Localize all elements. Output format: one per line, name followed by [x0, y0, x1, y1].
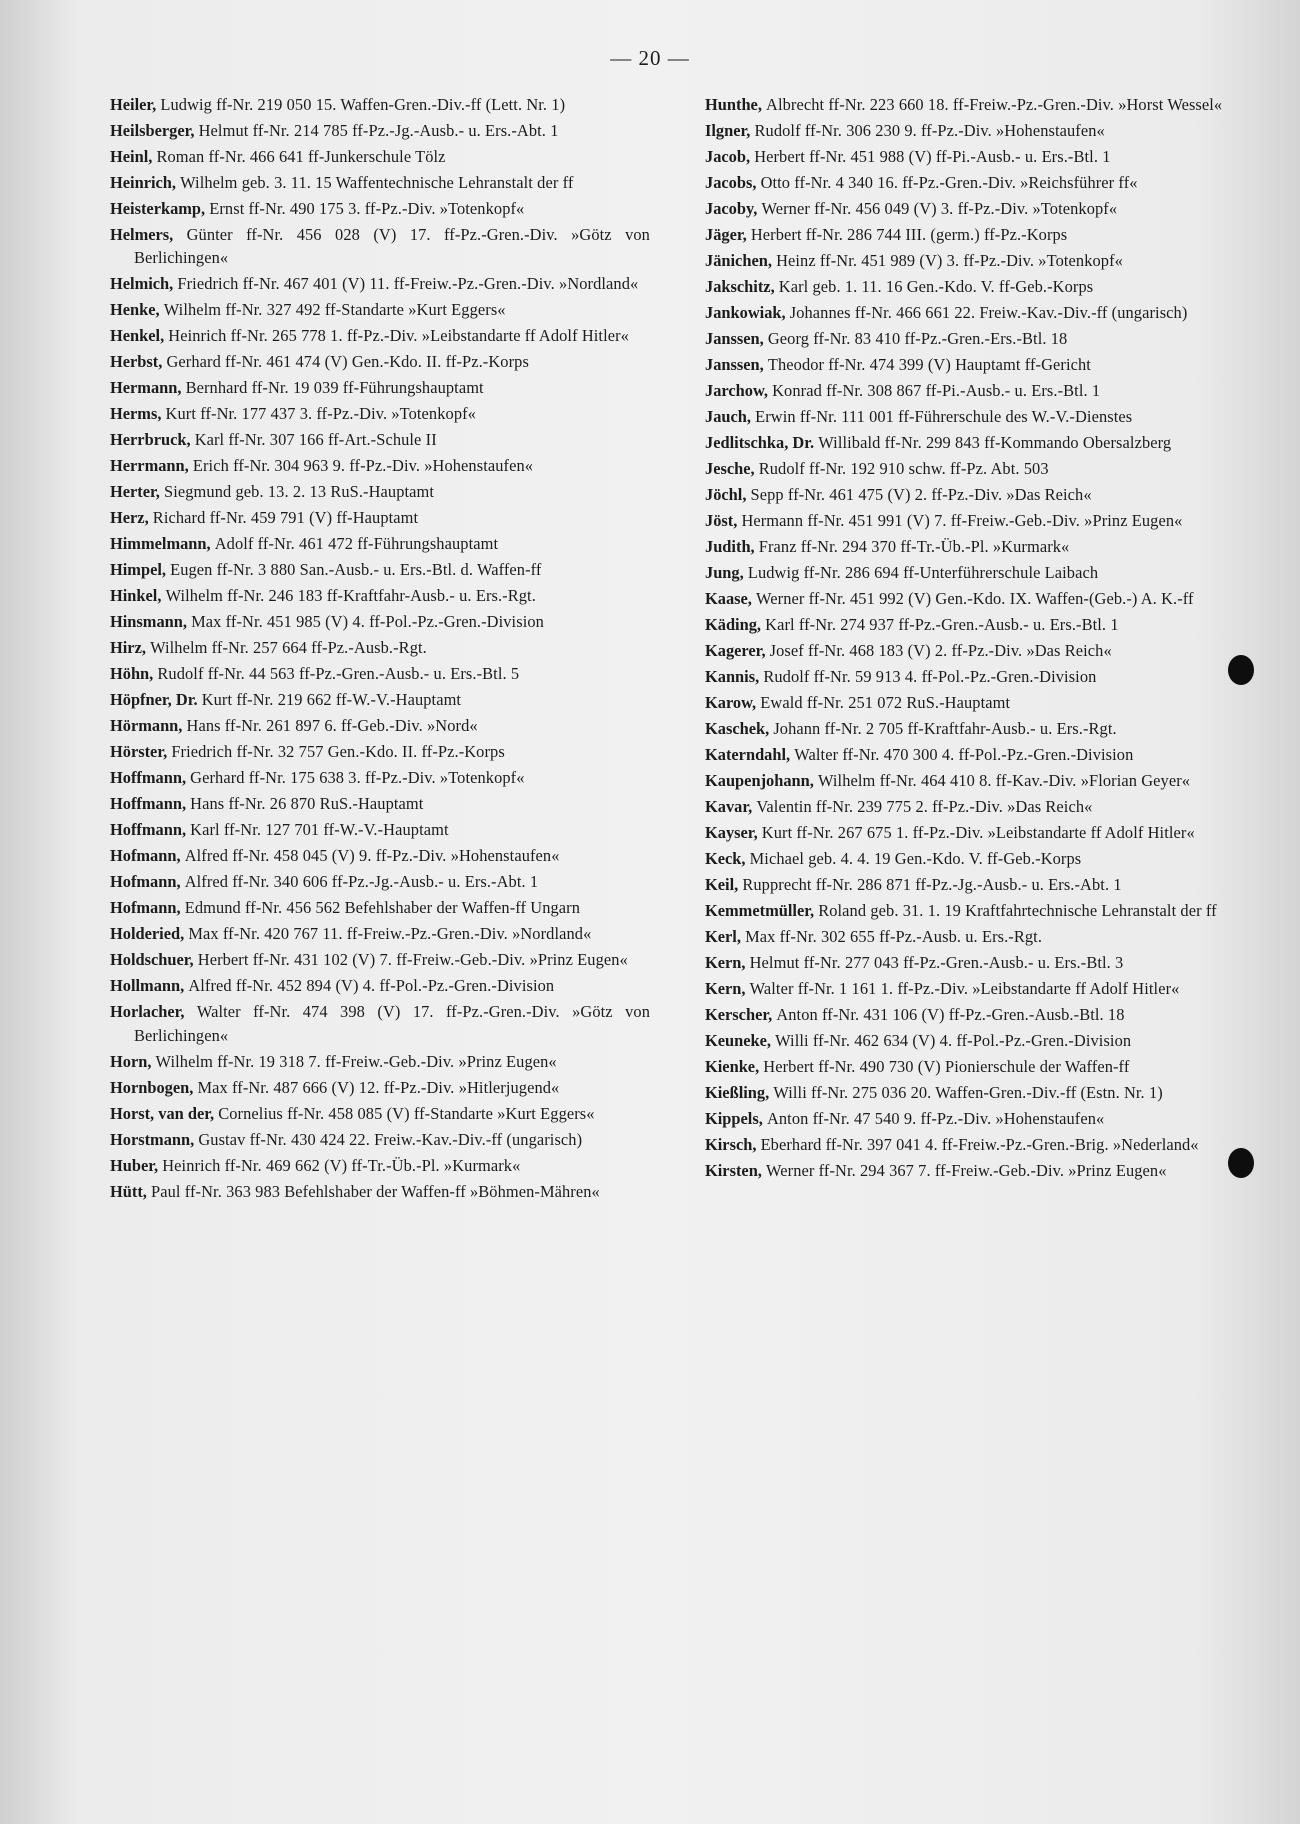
- entry-details: Theodor ff-Nr. 474 399 (V) Hauptamt ff-Gericht: [767, 355, 1091, 374]
- entry-details: Hans ff-Nr. 26 870 RuS.-Hauptamt: [190, 794, 424, 814]
- entry-details: Herbert ff-Nr. 490 730 (V) Pionierschule der Waffen-ff: [763, 1057, 1130, 1076]
- entry-details: Sepp ff-Nr. 461 475 (V) 2. ff-Pz.-Div. »Das Reich«: [750, 485, 1092, 504]
- entry-details: Siegmund geb. 13. 2. 13 RuS.-Hauptamt: [164, 482, 435, 502]
- entry-surname: Kavar,: [705, 797, 753, 816]
- entry-details: Johann ff-Nr. 2 705 ff-Kraftfahr-Ausb.- u. Ers.-Rgt.: [773, 719, 1117, 738]
- directory-entry: [110, 324, 650, 347]
- directory-entry: [705, 587, 1250, 610]
- entry-surname: Höpfner, Dr.: [110, 690, 198, 710]
- directory-entry: [110, 974, 650, 997]
- entry-details: Walter ff-Nr. 474 398 (V) 17. ff-Pz.-Gren.-Div. »Götz von Berlichingen«: [134, 1002, 650, 1045]
- directory-entry: [110, 428, 650, 451]
- directory-entry: [110, 636, 650, 659]
- entry-details: Konrad ff-Nr. 308 867 ff-Pi.-Ausb.- u. Ers.-Btl. 1: [772, 381, 1101, 400]
- directory-entry: [705, 327, 1250, 350]
- entry-surname: Hinkel,: [110, 586, 162, 606]
- entry-details: Max ff-Nr. 451 985 (V) 4. ff-Pol.-Pz.-Gren.-Division: [191, 612, 544, 632]
- entry-details: Rudolf ff-Nr. 306 230 9. ff-Pz.-Div. »Hohenstaufen«: [754, 121, 1105, 140]
- directory-entry: [110, 1050, 650, 1073]
- entry-details: Kurt ff-Nr. 177 437 3. ff-Pz.-Div. »Totenkopf«: [165, 404, 476, 424]
- entry-details: Franz ff-Nr. 294 370 ff-Tr.-Üb.-Pl. »Kurmark«: [758, 537, 1070, 556]
- entry-details: Karl geb. 1. 11. 16 Gen.-Kdo. V. ff-Geb.-Korps: [778, 277, 1094, 296]
- entry-details: Alfred ff-Nr. 452 894 (V) 4. ff-Pol.-Pz.-Gren.-Division: [188, 976, 555, 996]
- directory-entry: [110, 870, 650, 893]
- left-column: [110, 93, 650, 1206]
- directory-entry: [110, 1102, 650, 1125]
- entry-details: Alfred ff-Nr. 340 606 ff-Pz.-Jg.-Ausb.- u. Ers.-Abt. 1: [184, 872, 539, 892]
- directory-entry: [110, 948, 650, 971]
- directory-entry: [705, 1159, 1250, 1182]
- entry-details: Roman ff-Nr. 466 641 ff-Junkerschule Tölz: [156, 147, 446, 166]
- entry-surname: Heinl,: [110, 147, 153, 166]
- directory-entry: [110, 298, 650, 321]
- entry-surname: Hörster,: [110, 742, 168, 762]
- entry-details: Rudolf ff-Nr. 44 563 ff-Pz.-Gren.-Ausb.- u. Ers.-Btl. 5: [157, 664, 520, 684]
- entry-surname: Kern,: [705, 979, 746, 998]
- entry-details: Walter ff-Nr. 470 300 4. ff-Pol.-Pz.-Gren.-Division: [794, 745, 1134, 764]
- directory-entry: [705, 639, 1250, 662]
- entry-surname: Huber,: [110, 1155, 159, 1175]
- entry-details: Willi ff-Nr. 275 036 20. Waffen-Gren.-Div.-ff (Estn. Nr. 1): [773, 1083, 1163, 1102]
- entry-surname: Janssen,: [705, 355, 764, 374]
- entry-surname: Katerndahl,: [705, 745, 791, 764]
- entry-surname: Karow,: [705, 693, 757, 712]
- directory-entry: [705, 769, 1250, 792]
- directory-entry: [110, 1154, 650, 1177]
- entry-details: Helmut ff-Nr. 214 785 ff-Pz.-Jg.-Ausb.- u. Ers.-Abt. 1: [198, 121, 559, 140]
- directory-entry: [705, 795, 1250, 818]
- entry-surname: Höhn,: [110, 664, 154, 684]
- entry-details: Wilhelm ff-Nr. 19 318 7. ff-Freiw.-Geb.-Div. »Prinz Eugen«: [155, 1051, 557, 1071]
- entry-surname: Helmich,: [110, 274, 174, 294]
- entry-details: Wilhelm ff-Nr. 464 410 8. ff-Kav.-Div. »Florian Geyer«: [817, 771, 1191, 790]
- directory-entry: [705, 1133, 1250, 1156]
- entry-details: Georg ff-Nr. 83 410 ff-Pz.-Gren.-Ers.-Btl. 18: [767, 329, 1068, 348]
- entry-details: Hermann ff-Nr. 451 991 (V) 7. ff-Freiw.-Geb.-Div. »Prinz Eugen«: [741, 511, 1183, 530]
- entry-surname: Horst, van der,: [110, 1103, 215, 1123]
- entry-surname: Kaschek,: [705, 719, 770, 738]
- entry-surname: Kern,: [705, 953, 746, 972]
- entry-surname: Heisterkamp,: [110, 199, 206, 218]
- entry-surname: Herms,: [110, 404, 162, 424]
- entry-surname: Horn,: [110, 1051, 152, 1071]
- entry-surname: Kerl,: [705, 927, 741, 946]
- directory-entry: [110, 584, 650, 607]
- directory-entry: [110, 688, 650, 711]
- directory-entry: [705, 275, 1250, 298]
- entry-surname: Himmelmann,: [110, 534, 211, 554]
- entry-surname: Hollmann,: [110, 976, 185, 996]
- entry-surname: Jänichen,: [705, 251, 772, 270]
- entry-details: Michael geb. 4. 4. 19 Gen.-Kdo. V. ff-Geb.-Korps: [749, 849, 1082, 868]
- entry-surname: Keil,: [705, 875, 739, 894]
- entry-surname: Kaase,: [705, 589, 752, 608]
- entry-surname: Kirsch,: [705, 1135, 757, 1154]
- directory-entry: [110, 1180, 650, 1203]
- entry-details: Werner ff-Nr. 456 049 (V) 3. ff-Pz.-Div. »Totenkopf«: [761, 199, 1118, 218]
- directory-entry: [110, 844, 650, 867]
- entry-details: Josef ff-Nr. 468 183 (V) 2. ff-Pz.-Div. »Das Reich«: [769, 641, 1112, 660]
- punch-hole-mark: [1228, 1148, 1254, 1178]
- entry-details: Wilhelm ff-Nr. 246 183 ff-Kraftfahr-Ausb.- u. Ers.-Rgt.: [165, 586, 536, 606]
- directory-entry: [110, 532, 650, 555]
- entry-details: Herbert ff-Nr. 451 988 (V) ff-Pi.-Ausb.- u. Ers.-Btl. 1: [754, 147, 1111, 166]
- entry-details: Adolf ff-Nr. 461 472 ff-Führungshauptamt: [214, 534, 499, 554]
- entry-surname: Heinrich,: [110, 173, 177, 192]
- directory-entry: [110, 610, 650, 633]
- entry-details: Eugen ff-Nr. 3 880 San.-Ausb.- u. Ers.-Btl. d. Waffen-ff: [170, 560, 542, 580]
- entry-surname: Hermann,: [110, 378, 182, 398]
- entry-details: Herbert ff-Nr. 431 102 (V) 7. ff-Freiw.-Geb.-Div. »Prinz Eugen«: [197, 950, 628, 970]
- directory-entry: [705, 691, 1250, 714]
- entry-surname: Kagerer,: [705, 641, 766, 660]
- directory-entry: [110, 454, 650, 477]
- entry-details: Hans ff-Nr. 261 897 6. ff-Geb.-Div. »Nord«: [186, 716, 478, 736]
- entry-surname: Jarchow,: [705, 381, 768, 400]
- directory-entry: [110, 197, 650, 220]
- entry-surname: Käding,: [705, 615, 762, 634]
- entry-surname: Horstmann,: [110, 1129, 195, 1149]
- entry-surname: Jesche,: [705, 459, 755, 478]
- entry-surname: Kemmetmüller,: [705, 901, 815, 920]
- entry-details: Anton ff-Nr. 431 106 (V) ff-Pz.-Gren.-Ausb.-Btl. 18: [776, 1005, 1125, 1024]
- entry-surname: Hinsmann,: [110, 612, 187, 632]
- entry-surname: Jankowiak,: [705, 303, 786, 322]
- entry-details: Gerhard ff-Nr. 175 638 3. ff-Pz.-Div. »Totenkopf«: [190, 768, 525, 788]
- directory-entry: [110, 740, 650, 763]
- directory-entry: [705, 743, 1250, 766]
- entry-surname: Jung,: [705, 563, 744, 582]
- entry-surname: Ilgner,: [705, 121, 751, 140]
- directory-entry: [705, 197, 1250, 220]
- entry-details: Roland geb. 31. 1. 19 Kraftfahrtechnische Lehranstalt der ff: [818, 901, 1217, 920]
- entry-surname: Hofmann,: [110, 872, 181, 892]
- entry-surname: Jöst,: [705, 511, 738, 530]
- directory-entry: [705, 561, 1250, 584]
- entry-details: Werner ff-Nr. 294 367 7. ff-Freiw.-Geb.-Div. »Prinz Eugen«: [766, 1161, 1167, 1180]
- entry-details: Ludwig ff-Nr. 286 694 ff-Unterführerschule Laibach: [747, 563, 1099, 582]
- entry-details: Wilhelm ff-Nr. 327 492 ff-Standarte »Kurt Eggers«: [163, 300, 506, 320]
- entry-details: Rudolf ff-Nr. 192 910 schw. ff-Pz. Abt. 503: [758, 459, 1049, 478]
- directory-entry: [110, 272, 650, 295]
- directory-entry: [110, 558, 650, 581]
- directory-entry: [705, 1003, 1250, 1026]
- entry-details: Willibald ff-Nr. 299 843 ff-Kommando Obersalzberg: [818, 433, 1172, 452]
- directory-entry: [705, 1055, 1250, 1078]
- directory-entry: [110, 171, 650, 194]
- directory-entry: [705, 405, 1250, 428]
- entry-surname: Henkel,: [110, 326, 165, 346]
- entry-surname: Hörmann,: [110, 716, 183, 736]
- entry-surname: Keuneke,: [705, 1031, 772, 1050]
- directory-entry: [705, 925, 1250, 948]
- entry-details: Ewald ff-Nr. 251 072 RuS.-Hauptamt: [760, 693, 1011, 712]
- directory-entry: [110, 662, 650, 685]
- directory-entry: [110, 223, 650, 270]
- directory-entry: [705, 301, 1250, 324]
- entry-surname: Jauch,: [705, 407, 751, 426]
- directory-entry: [705, 145, 1250, 168]
- entry-details: Helmut ff-Nr. 277 043 ff-Pz.-Gren.-Ausb.- u. Ers.-Btl. 3: [749, 953, 1124, 972]
- directory-entry: [705, 457, 1250, 480]
- entry-surname: Himpel,: [110, 560, 166, 580]
- entry-details: Friedrich ff-Nr. 32 757 Gen.-Kdo. II. ff-Pz.-Korps: [171, 742, 505, 762]
- entry-details: Willi ff-Nr. 462 634 (V) 4. ff-Pol.-Pz.-Gren.-Division: [775, 1031, 1132, 1050]
- directory-entry: [705, 353, 1250, 376]
- entry-details: Richard ff-Nr. 459 791 (V) ff-Hauptamt: [152, 508, 419, 528]
- directory-entry: [110, 480, 650, 503]
- entry-details: Heinrich ff-Nr. 265 778 1. ff-Pz.-Div. »Leibstandarte ff Adolf Hitler«: [168, 326, 629, 346]
- entry-details: Max ff-Nr. 487 666 (V) 12. ff-Pz.-Div. »Hitlerjugend«: [197, 1077, 560, 1097]
- entry-details: Kurt ff-Nr. 267 675 1. ff-Pz.-Div. »Leibstandarte ff Adolf Hitler«: [761, 823, 1195, 842]
- entry-details: Gerhard ff-Nr. 461 474 (V) Gen.-Kdo. II. ff-Pz.-Korps: [166, 352, 529, 372]
- entry-surname: Heiler,: [110, 95, 157, 114]
- directory-entry: [705, 535, 1250, 558]
- entry-surname: Jacobs,: [705, 173, 757, 192]
- entry-details: Wilhelm ff-Nr. 257 664 ff-Pz.-Ausb.-Rgt.: [150, 638, 427, 658]
- page-number: — 20 —: [610, 46, 690, 70]
- directory-entry: [705, 847, 1250, 870]
- directory-entry: [705, 119, 1250, 142]
- entry-details: Rudolf ff-Nr. 59 913 4. ff-Pol.-Pz.-Gren.-Division: [763, 667, 1097, 686]
- entry-surname: Kippels,: [705, 1109, 763, 1128]
- entry-surname: Holderied,: [110, 924, 185, 944]
- entry-surname: Jacob,: [705, 147, 751, 166]
- directory-entry: [110, 792, 650, 815]
- entry-surname: Jakschitz,: [705, 277, 775, 296]
- directory-entry: [110, 402, 650, 425]
- entry-details: Johannes ff-Nr. 466 661 22. Freiw.-Kav.-Div.-ff (ungarisch): [789, 303, 1188, 322]
- entry-details: Ernst ff-Nr. 490 175 3. ff-Pz.-Div. »Totenkopf«: [209, 199, 525, 218]
- entry-details: Wilhelm geb. 3. 11. 15 Waffentechnische Lehranstalt der ff: [180, 173, 574, 192]
- entry-details: Heinrich ff-Nr. 469 662 (V) ff-Tr.-Üb.-Pl. »Kurmark«: [162, 1155, 521, 1175]
- entry-surname: Herter,: [110, 482, 160, 502]
- entry-surname: Hütt,: [110, 1181, 147, 1201]
- entry-surname: Keck,: [705, 849, 746, 868]
- directory-entry: [705, 223, 1250, 246]
- directory-entry: [705, 431, 1250, 454]
- directory-entry: [705, 821, 1250, 844]
- directory-entry: [110, 145, 650, 168]
- entry-details: Günter ff-Nr. 456 028 (V) 17. ff-Pz.-Gren.-Div. »Götz von Berlichingen«: [134, 225, 650, 268]
- entry-details: Paul ff-Nr. 363 983 Befehlshaber der Waffen-ff »Böhmen-Mähren«: [151, 1181, 600, 1201]
- entry-surname: Herrbruck,: [110, 430, 191, 450]
- entry-surname: Hornbogen,: [110, 1077, 194, 1097]
- entry-details: Ludwig ff-Nr. 219 050 15. Waffen-Gren.-Div.-ff (Lett. Nr. 1): [160, 95, 566, 114]
- entry-details: Karl ff-Nr. 307 166 ff-Art.-Schule II: [194, 430, 437, 450]
- directory-entry: [110, 93, 650, 116]
- directory-entry: [705, 379, 1250, 402]
- entry-surname: Kaupenjohann,: [705, 771, 814, 790]
- entry-surname: Kienke,: [705, 1057, 760, 1076]
- entry-surname: Horlacher,: [110, 1002, 185, 1022]
- entry-details: Valentin ff-Nr. 239 775 2. ff-Pz.-Div. »Das Reich«: [756, 797, 1093, 816]
- entry-surname: Hoffmann,: [110, 820, 187, 840]
- entry-details: Edmund ff-Nr. 456 562 Befehlshaber der Waffen-ff Ungarn: [184, 898, 581, 918]
- directory-entry: [705, 1029, 1250, 1052]
- entry-surname: Holdschuer,: [110, 950, 194, 970]
- entry-details: Werner ff-Nr. 451 992 (V) Gen.-Kdo. IX. Waffen-(Geb.-) A. K.-ff: [756, 589, 1194, 608]
- entry-surname: Hofmann,: [110, 846, 181, 866]
- entry-details: Herbert ff-Nr. 286 744 III. (germ.) ff-Pz.-Korps: [750, 225, 1068, 244]
- entry-surname: Hirz,: [110, 638, 146, 658]
- entry-surname: Kießling,: [705, 1083, 770, 1102]
- entry-surname: Hunthe,: [705, 95, 762, 114]
- entry-details: Bernhard ff-Nr. 19 039 ff-Führungshauptamt: [185, 378, 484, 398]
- entry-details: Cornelius ff-Nr. 458 085 (V) ff-Standarte »Kurt Eggers«: [218, 1103, 595, 1123]
- directory-entry: [705, 977, 1250, 1000]
- directory-entry: [110, 766, 650, 789]
- directory-entry: [705, 1081, 1250, 1104]
- entry-surname: Kayser,: [705, 823, 758, 842]
- entry-surname: Jäger,: [705, 225, 747, 244]
- directory-entry: [110, 376, 650, 399]
- directory-entry: [705, 509, 1250, 532]
- directory-entry: [110, 818, 650, 841]
- directory-entry: [705, 93, 1250, 116]
- directory-entry: [110, 350, 650, 373]
- directory-entry: [110, 1128, 650, 1151]
- entry-details: Friedrich ff-Nr. 467 401 (V) 11. ff-Freiw.-Pz.-Gren.-Div. »Nordland«: [177, 274, 639, 294]
- entry-surname: Jedlitschka, Dr.: [705, 433, 815, 452]
- entry-surname: Hoffmann,: [110, 768, 187, 788]
- directory-entry: [110, 922, 650, 945]
- directory-entry: [705, 665, 1250, 688]
- entry-surname: Judith,: [705, 537, 755, 556]
- directory-entry: [705, 483, 1250, 506]
- entry-surname: Henke,: [110, 300, 160, 320]
- entry-surname: Herrmann,: [110, 456, 189, 476]
- entry-details: Anton ff-Nr. 47 540 9. ff-Pz.-Div. »Hohenstaufen«: [766, 1109, 1105, 1128]
- entry-surname: Hoffmann,: [110, 794, 187, 814]
- directory-entry: [110, 896, 650, 919]
- entry-details: Kurt ff-Nr. 219 662 ff-W.-V.-Hauptamt: [201, 690, 462, 710]
- entry-surname: Kerscher,: [705, 1005, 773, 1024]
- entry-surname: Heilsberger,: [110, 121, 195, 140]
- entry-details: Karl ff-Nr. 274 937 ff-Pz.-Gren.-Ausb.- u. Ers.-Btl. 1: [765, 615, 1119, 634]
- entry-surname: Jacoby,: [705, 199, 758, 218]
- entry-details: Eberhard ff-Nr. 397 041 4. ff-Freiw.-Pz.-Gren.-Brig. »Nederland«: [760, 1135, 1199, 1154]
- right-column: [705, 93, 1250, 1185]
- directory-entry: [705, 873, 1250, 896]
- entry-details: Albrecht ff-Nr. 223 660 18. ff-Freiw.-Pz.-Gren.-Div. »Horst Wessel«: [766, 95, 1223, 114]
- directory-entry: [705, 1107, 1250, 1130]
- entry-details: Otto ff-Nr. 4 340 16. ff-Pz.-Gren.-Div. »Reichsführer ff«: [760, 173, 1138, 192]
- directory-entry: [110, 714, 650, 737]
- entry-details: Max ff-Nr. 302 655 ff-Pz.-Ausb. u. Ers.-Rgt.: [745, 927, 1043, 946]
- entry-details: Max ff-Nr. 420 767 11. ff-Freiw.-Pz.-Gren.-Div. »Nordland«: [188, 924, 592, 944]
- entry-details: Karl ff-Nr. 127 701 ff-W.-V.-Hauptamt: [190, 820, 449, 840]
- entry-details: Alfred ff-Nr. 458 045 (V) 9. ff-Pz.-Div. »Hohenstaufen«: [184, 846, 560, 866]
- directory-entry: [705, 951, 1250, 974]
- directory-entry: [705, 613, 1250, 636]
- entry-details: Gustav ff-Nr. 430 424 22. Freiw.-Kav.-Div.-ff (ungarisch): [198, 1129, 583, 1149]
- entry-details: Rupprecht ff-Nr. 286 871 ff-Pz.-Jg.-Ausb.- u. Ers.-Abt. 1: [742, 875, 1122, 894]
- entry-surname: Helmers,: [110, 225, 174, 244]
- directory-entry: [705, 717, 1250, 740]
- directory-entry: [705, 899, 1250, 922]
- entry-surname: Kirsten,: [705, 1161, 762, 1180]
- directory-entry: [110, 506, 650, 529]
- directory-entry: [110, 1076, 650, 1099]
- entry-details: Walter ff-Nr. 1 161 1. ff-Pz.-Div. »Leibstandarte ff Adolf Hitler«: [749, 979, 1180, 998]
- entry-surname: Herz,: [110, 508, 149, 528]
- directory-entry: [110, 1000, 650, 1047]
- entry-surname: Janssen,: [705, 329, 764, 348]
- punch-hole-mark: [1228, 655, 1254, 685]
- entry-surname: Herbst,: [110, 352, 163, 372]
- entry-surname: Jöchl,: [705, 485, 747, 504]
- entry-details: Erich ff-Nr. 304 963 9. ff-Pz.-Div. »Hohenstaufen«: [192, 456, 534, 476]
- entry-surname: Hofmann,: [110, 898, 181, 918]
- entry-surname: Kannis,: [705, 667, 760, 686]
- directory-entry: [705, 171, 1250, 194]
- directory-entry: [110, 119, 650, 142]
- directory-entry: [705, 249, 1250, 272]
- entry-details: Erwin ff-Nr. 111 001 ff-Führerschule des W.-V.-Dienstes: [755, 407, 1133, 426]
- entry-details: Heinz ff-Nr. 451 989 (V) 3. ff-Pz.-Div. »Totenkopf«: [776, 251, 1123, 270]
